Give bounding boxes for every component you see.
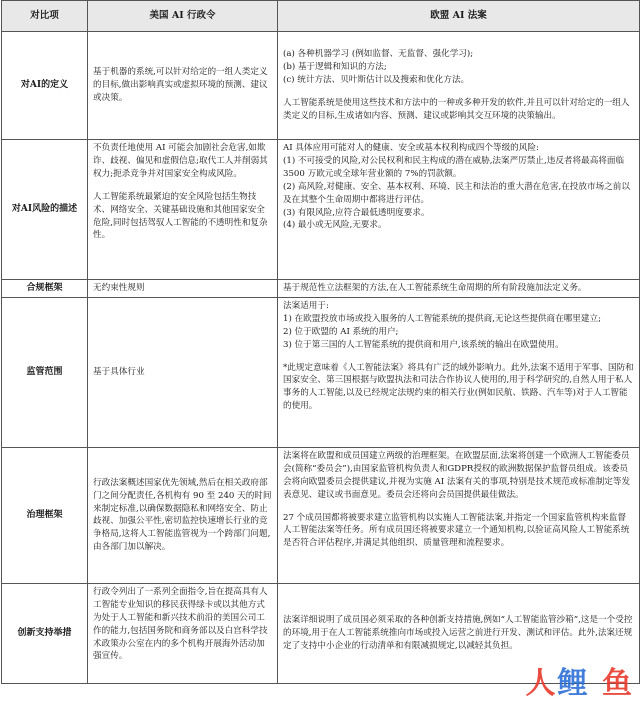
- eu-list-item: (a) 各种机器学习 (例如监督、无监督、强化学习);: [283, 49, 474, 60]
- header-row: [2, 1, 640, 32]
- row-compliance: [2, 280, 640, 298]
- us-text: 人工智能系统最紧迫的安全风险包括生物技术、网络安全、关键基础设施和其他国家安全危险,同时包括驾驭人工智能的不透明性和复杂性。: [93, 191, 268, 241]
- header-comparison-item: 对比项: [2, 1, 88, 32]
- us-text: 不负责任地使用 AI 可能会加剧社会危害,如欺诈、歧视、偏见和虚假信息;取代工人并削弱其权力;扼杀竞争并对国家安全构成风险。: [93, 143, 268, 179]
- us-cell: [88, 583, 278, 683]
- watermark-char: 鱼: [602, 666, 634, 701]
- us-text: 行政法案概述国家优先领域,然后在相关政府部门之间分配责任,各机构有 90 至 240 天的时间来制定标准,以确保数据隐私和网络安全、防止歧视、加强公平性,密切监控快速增长行业的竞争格局,这将人工智能监管视为一个跨部门问题,由各部门加以解决。: [93, 477, 272, 553]
- watermark-logo: [525, 666, 634, 701]
- eu-cell: [278, 447, 640, 583]
- eu-text: 27 个成员国都将被要求建立监管机构以实施人工智能法案,并指定一个国家监管机构来监督人工智能法案等任务。所有成员国还将被要求建立一个通知机构,以验证高风险人工智能系统是否符合评估程序,并满足其他组织、质量管理和流程要求。: [283, 512, 630, 549]
- row-label: 合规框架: [2, 280, 88, 298]
- eu-text: 法案将在欧盟和成员国建立两级的治理框架。在欧盟层面,法案将创建一个欧洲人工智能委员会(简称“委员会”),由国家监管机构负责人和GDPR授权的欧洲数据保护监督员组成。该委员会将向欧盟委员会提供建议,并视为实施 AI 法案有关的事项,特别是技术规范或标准制定等发表意见、建议或书面意见。委员会还将向会员国提供最佳做法。: [283, 450, 631, 500]
- us-cell: [88, 32, 278, 140]
- row-scope: [2, 297, 640, 447]
- row-label: 治理框架: [2, 447, 88, 583]
- row-label: 对AI的定义: [2, 32, 88, 140]
- eu-text: 法案适用于:: [283, 300, 329, 311]
- eu-list-item: 2) 位于欧盟的 AI 系统的用户;: [283, 326, 399, 337]
- eu-list-item: (c) 统计方法、贝叶斯估计以及搜索和优化方法。: [283, 75, 470, 86]
- row-risk: [2, 140, 640, 280]
- eu-list-item: (1) 不可接受的风险,对公民权利和民主构成的潜在威胁,法案严厉禁止,违反者将最高将面临3500 万欧元或全球年营业额的 7%的罚款额。: [283, 155, 625, 179]
- us-cell: [88, 447, 278, 583]
- watermark-char: 鲤: [557, 666, 602, 701]
- eu-list-item: (2) 高风险,对健康、安全、基本权利、环境、民主和法治的重大潜在危害,在投放市场之前以及在其整个生命周期中都将进行评估。: [283, 181, 630, 205]
- row-governance: [2, 447, 640, 583]
- eu-cell: [278, 297, 640, 447]
- row-label: 创新支持举措: [2, 583, 88, 683]
- eu-text: 人工智能系统是使用这些技术和方法中的一种或多种开发的软件,并且可以针对给定的一组人类定义的目标,生成诸如内容、预测、建议或影响其交互环境的决策输出。: [283, 97, 630, 121]
- us-text: 基于机器的系统,可以针对给定的一组人类定义的目标,做出影响真实或虚拟环境的预测、建议或决策。: [93, 67, 268, 103]
- eu-list-item: 1) 在欧盟投放市场或投入服务的人工智能系统的提供商,无论这些提供商在哪里建立;: [283, 313, 601, 324]
- eu-list-item: (4) 最小或无风险,无要求。: [283, 220, 387, 231]
- us-text: 行政令列出了一系列全面指令,旨在提高具有人工智能专业知识的移民获得绿卡或以其他方式为处于人工智能和新兴技术前沿的美国公司工作的能力,包括国务院和商务部以及白宫科学技术政策办公室在内的多个机构开展海外活动加强宣传。: [93, 586, 268, 662]
- eu-list-item: (3) 有限风险,应符合最低透明度要求。: [283, 207, 430, 218]
- header-us-order: 美国 AI 行政令: [88, 1, 278, 32]
- eu-note: *此规定意味着《人工智能法案》将具有广泛的域外影响力。此外,法案不适用于军事、国防和国家安全、第三国根据与欧盟执法和司法合作协议人使用的,用于科学研究的,自然人用于私人事务的人工智能,以及已经规定法规约束的相关行业(例如民航、铁路、汽车等)对于人工智能的使用。: [283, 362, 634, 412]
- row-label: 监管范围: [2, 297, 88, 447]
- row-definition: [2, 32, 640, 140]
- eu-text: 法案详细说明了成员国必须采取的各种创新支持措施,例如“人工智能监管沙箱”,这是一个受控的环境,用于在人工智能系统推向市场或投入运营之前进行开发、测试和评估。此外,法案还规定了支持中小企业的行动清单和有限减损规定,以减轻其负担。: [283, 615, 633, 651]
- eu-cell: [278, 32, 640, 140]
- eu-list-item: 3) 位于第三国的人工智能系统的提供商和用户,该系统的输出在欧盟使用。: [283, 339, 564, 350]
- header-eu-act: 欧盟 AI 法案: [278, 1, 640, 32]
- row-label: 对AI风险的描述: [2, 140, 88, 280]
- eu-cell: [278, 280, 640, 298]
- comparison-table: [1, 0, 640, 684]
- eu-text: AI 具体应用可能对人的健康、安全或基本权利构成四个等级的风险:: [283, 143, 539, 153]
- us-text: 基于具体行业: [93, 366, 145, 377]
- us-text: 无约束性规则: [93, 283, 145, 293]
- watermark-char: 人: [525, 666, 558, 701]
- us-cell: [88, 280, 278, 298]
- us-cell: [88, 297, 278, 447]
- eu-list-item: (b) 基于逻辑和知识的方法;: [283, 62, 387, 73]
- eu-text: 基于规范性立法框架的方法,在人工智能系统生命周期的所有阶段施加法定义务。: [283, 283, 587, 293]
- us-cell: [88, 140, 278, 280]
- eu-cell: [278, 140, 640, 280]
